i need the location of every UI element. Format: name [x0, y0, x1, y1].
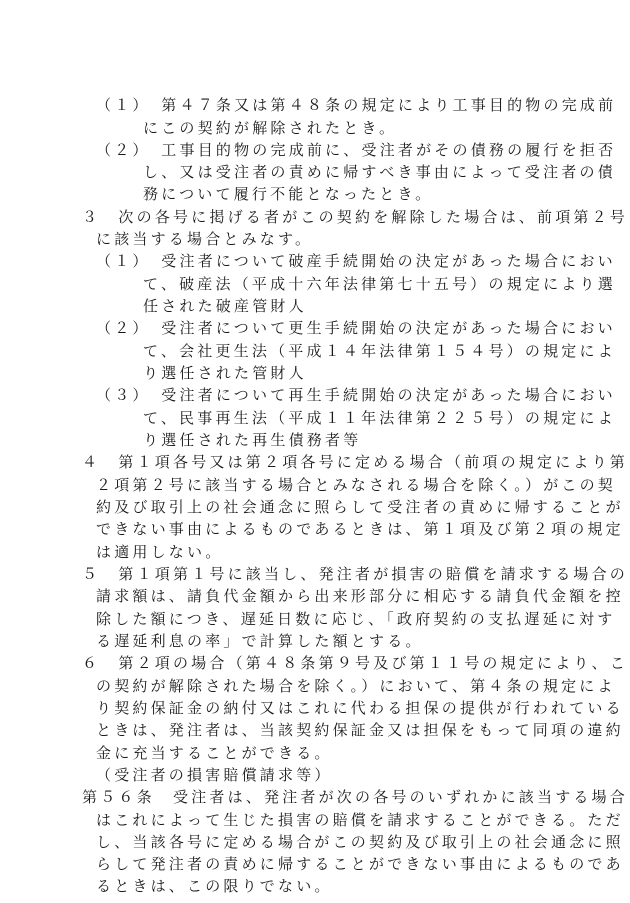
- section-heading: （受注者の損害賠償請求等）: [96, 766, 333, 784]
- text-line: （３） 受注者について再生手続開始の決定があった場合におい: [96, 386, 616, 404]
- text-line: し、当該各号に定める場合がこの契約及び取引上の社会通念に照: [96, 833, 624, 851]
- text-line: らして発注者の責めに帰することができない事由によるものであ: [96, 855, 624, 873]
- text-line: 除した額につき、遅延日数に応じ、「政府契約の支払遅延に対す: [96, 610, 616, 628]
- text-line: は適用しない。: [96, 543, 224, 561]
- text-line: り選任された再生債務者等: [143, 431, 362, 449]
- text-line: に該当する場合とみなす。: [96, 230, 314, 248]
- text-line: 第５６条 受注者は、発注者が次の各号のいずれかに該当する場合: [82, 788, 629, 806]
- text-line: ５ 第１項第１号に該当し、発注者が損害の賠償を請求する場合の: [82, 565, 629, 583]
- text-line: はこれによって生じた損害の賠償を請求することができる。ただ: [96, 811, 624, 829]
- text-line: ６ 第２項の場合（第４８条第９号及び第１１号の規定により、こ: [82, 654, 629, 672]
- text-line: ４ 第１項各号又は第２項各号に定める場合（前項の規定により第: [82, 453, 629, 471]
- text-line: できない事由によるものであるときは、第１項及び第２項の規定: [96, 520, 624, 538]
- text-line: （２） 受注者について更生手続開始の決定があった場合におい: [96, 319, 616, 337]
- text-line: し、又は受注者の責めに帰すべき事由によって受注者の債: [143, 163, 616, 181]
- text-line: 約及び取引上の社会通念に照らして受注者の責めに帰することが: [96, 498, 624, 516]
- text-line: て、民事再生法（平成１１年法律第２２５号）の規定によ: [143, 409, 616, 427]
- text-line: るときは、この限りでない。: [96, 877, 333, 895]
- text-line: 務について履行不能となったとき。: [143, 185, 434, 203]
- text-line: て、会社更生法（平成１４年法律第１５４号）の規定によ: [143, 342, 616, 360]
- text-line: り契約保証金の納付又はこれに代わる担保の提供が行われている: [96, 699, 624, 717]
- text-line: の契約が解除された場合を除く。）において、第４条の規定によ: [96, 677, 616, 695]
- text-line: 請求額は、請負代金額から出来形部分に相応する請負代金額を控: [96, 587, 624, 605]
- text-line: にこの契約が解除されたとき。: [143, 119, 398, 137]
- text-line: り選任された管財人: [143, 364, 307, 382]
- text-line: （２） 工事目的物の完成前に、受注者がその債務の履行を拒否: [96, 141, 617, 159]
- text-line: ３ 次の各号に掲げる者がこの契約を解除した場合は、前項第２号: [82, 208, 629, 226]
- text-line: る遅延利息の率」で計算した額とする。: [96, 632, 424, 650]
- text-line: （１） 受注者について破産手続開始の決定があった場合におい: [96, 252, 616, 270]
- text-line: ときは、発注者は、当該契約保証金又は担保をもって同項の違約: [96, 721, 624, 739]
- text-line: て、破産法（平成十六年法律第七十五号）の規定により選: [143, 275, 616, 293]
- text-line: 任された破産管財人: [143, 297, 307, 315]
- text-line: 金に充当することができる。: [96, 744, 333, 762]
- text-line: ２項第２号に該当する場合とみなされる場合を除く。）がこの契: [96, 476, 617, 494]
- text-line: （１） 第４７条又は第４８条の規定により工事目的物の完成前: [96, 96, 617, 114]
